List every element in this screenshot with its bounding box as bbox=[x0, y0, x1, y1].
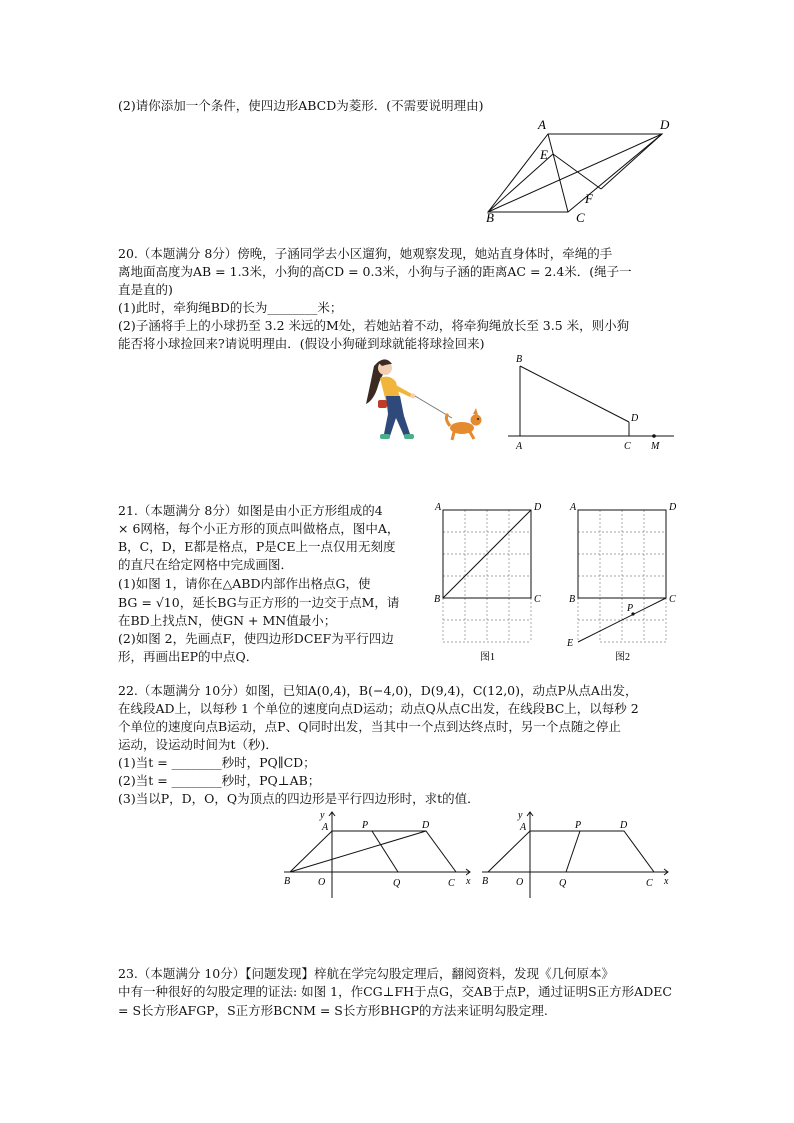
figure-caption-2: 图2 bbox=[615, 652, 630, 663]
label-o: O bbox=[516, 877, 524, 888]
label-c: C bbox=[534, 594, 541, 605]
q22-line-6: (2)当t = ________秒时，PQ⊥AB； bbox=[118, 773, 321, 788]
q20-line-5: (2)子涵将手上的小球扔至 3.2 米远的M处，若她站着不动，将牵狗绳放长至 3.5 米，则小狗 bbox=[118, 318, 630, 333]
q21-line-3: B，C，D，E都是格点，P是CE上一点仅用无刻度 bbox=[118, 539, 396, 554]
q21-line-9: 形，再画出EP的中点Q． bbox=[118, 649, 259, 664]
q21-line-2: × 6网格，每个小正方形的顶点叫做格点，图中A， bbox=[118, 521, 400, 536]
label-e: E bbox=[540, 147, 548, 162]
label-b: B bbox=[516, 354, 523, 365]
q22-line-2: 在线段AD上，以每秒 1 个单位的速度向点D运动；动点Q从点C出发，在线段BC上，以每秒 2 bbox=[118, 701, 639, 716]
q20-line-6: 能否将小球捡回来?请说明理由．(假设小狗碰到球就能将球捡回来) bbox=[118, 336, 485, 351]
label-x: x bbox=[466, 876, 471, 887]
label-d: D bbox=[534, 502, 542, 513]
q20-line-3: 直是直的) bbox=[118, 282, 173, 297]
q22-line-5: (1)当t = ________秒时，PQ∥CD； bbox=[118, 755, 316, 770]
label-c: C bbox=[669, 594, 676, 605]
label-x: x bbox=[664, 876, 669, 887]
trapezoid-abcd bbox=[290, 831, 456, 872]
q19-part2-text: (2)请你添加一个条件，使四边形ABCD为菱形．(不需要说明理由) bbox=[118, 98, 484, 113]
label-a: A bbox=[570, 502, 577, 513]
label-d: D bbox=[631, 413, 639, 424]
q21-line-7: 在BD上找点N，使GN + MN值最小； bbox=[118, 613, 337, 628]
label-d: D bbox=[660, 117, 670, 132]
label-d: D bbox=[620, 820, 628, 831]
label-a: A bbox=[322, 822, 329, 833]
q20-line-1: 20.（本题满分 8分）傍晚，子涵同学去小区遛狗，她观察发现，她站直身体时，牵绳的手 bbox=[118, 246, 613, 261]
segment-ef bbox=[553, 154, 601, 189]
label-b: B bbox=[482, 876, 489, 887]
label-f: F bbox=[585, 191, 593, 206]
grid-figure-2 bbox=[565, 498, 687, 666]
label-b: B bbox=[486, 210, 494, 224]
figure-caption-1: 图1 bbox=[480, 652, 495, 663]
q21-line-4: 的直尺在给定网格中完成画图． bbox=[118, 557, 294, 572]
label-p: P bbox=[362, 820, 369, 831]
grid-lines bbox=[578, 510, 666, 642]
label-e: E bbox=[567, 638, 574, 649]
segment-pq bbox=[372, 831, 398, 872]
label-y: y bbox=[518, 810, 523, 821]
point-m bbox=[652, 434, 656, 438]
label-q: Q bbox=[393, 878, 401, 889]
label-c: C bbox=[624, 441, 631, 452]
label-m: M bbox=[651, 441, 660, 452]
label-b: B bbox=[434, 594, 441, 605]
label-y: y bbox=[320, 810, 325, 821]
diagonal-bd bbox=[488, 134, 662, 212]
segment-fd bbox=[601, 134, 662, 189]
label-d: D bbox=[669, 502, 677, 513]
label-a: A bbox=[516, 441, 523, 452]
label-p: P bbox=[575, 820, 582, 831]
q22-line-1: 22.（本题满分 10分）如图，已知A(0,4)，B(−4,0)，D(9,4)，C(12,0)，动点P从点A出发， bbox=[118, 683, 638, 698]
q21-line-8: (2)如图 2，先画点F，使四边形DCEF为平行四边 bbox=[118, 631, 394, 646]
diagonal-ac bbox=[548, 134, 568, 212]
label-q: Q bbox=[559, 878, 567, 889]
q21-line-1: 21.（本题满分 8分）如图是由小正方形组成的4 bbox=[118, 503, 383, 518]
q22-line-3: 个单位的速度向点B运动，点P、Q同时出发，当其中一个点到达终点时，另一个点随之停止 bbox=[118, 719, 621, 734]
label-c: C bbox=[646, 878, 653, 889]
parallelogram-figure bbox=[480, 112, 680, 224]
grid-figure-1 bbox=[430, 498, 552, 666]
label-b: B bbox=[569, 594, 576, 605]
label-c: C bbox=[448, 878, 455, 889]
segment-be bbox=[488, 154, 553, 212]
grid-lines bbox=[443, 510, 531, 642]
q23-line-2: 中有一种很好的勾股定理的证法: 如图 1，作CG⊥FH于点G，交AB于点P，通过证明S正方形ADEC bbox=[118, 984, 672, 999]
q21-line-6: BG = √10，延长BG与正方形的一边交于点M，请 bbox=[118, 595, 400, 610]
girl-walking-dog-illustration bbox=[360, 356, 500, 448]
coordinate-figure-1 bbox=[280, 808, 476, 900]
label-b: B bbox=[284, 876, 291, 887]
q23-line-1: 23.（本题满分 10分）【问题发现】梓航在学完勾股定理后，翻阅资料，发现《几何原本》 bbox=[118, 966, 615, 981]
q20-line-2: 离地面高度为AB = 1.3米，小狗的高CD = 0.3米，小狗与子涵的距离AC = 2.4米．(绳子一 bbox=[118, 264, 632, 279]
label-a: A bbox=[520, 822, 527, 833]
label-a: A bbox=[538, 117, 546, 132]
trapezoid-abcd bbox=[488, 831, 654, 872]
label-o: O bbox=[318, 877, 326, 888]
q23-line-3: = S长方形AFGP，S正方形BCNM = S长方形BHGP的方法来证明勾股定理. bbox=[118, 1003, 548, 1018]
q20-line-4: (1)此时，牵狗绳BD的长为________米； bbox=[118, 300, 343, 315]
label-a: A bbox=[435, 502, 442, 513]
q22-line-4: 运动，设运动时间为t（秒)． bbox=[118, 737, 278, 752]
segment-bd bbox=[520, 366, 629, 422]
segment-pq bbox=[566, 831, 580, 872]
q21-line-5: (1)如图 1，请你在△ABD内部作出格点G，使 bbox=[118, 576, 371, 591]
label-p: P bbox=[627, 603, 634, 614]
q22-line-7: (3)当以P，D，O，Q为顶点的四边形是平行四边形时，求t的值． bbox=[118, 791, 480, 806]
label-d: D bbox=[422, 820, 430, 831]
coordinate-figure-2 bbox=[478, 808, 674, 900]
label-c: C bbox=[576, 210, 585, 224]
leash-triangle-figure bbox=[508, 352, 678, 454]
